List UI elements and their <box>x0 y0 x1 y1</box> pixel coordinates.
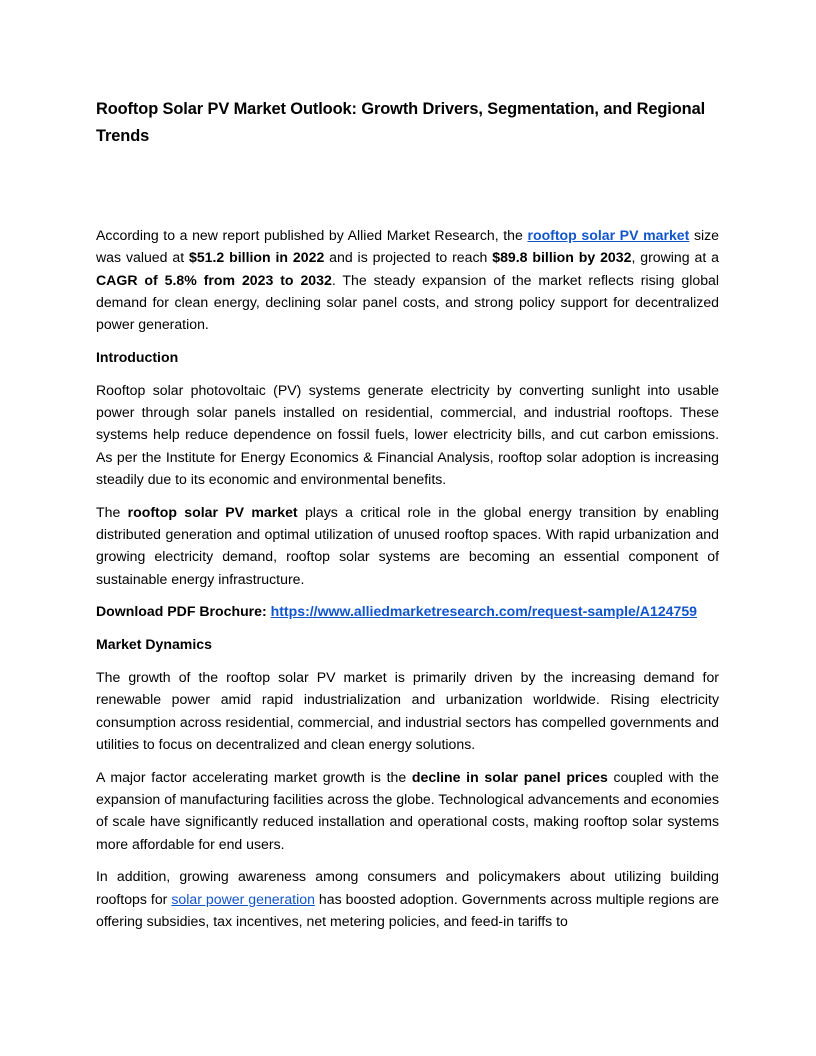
solar-power-generation-link[interactable]: solar power generation <box>171 890 315 907</box>
introduction-paragraph-2 <box>96 501 719 590</box>
intro-text-2: size was valued at <box>96 227 720 266</box>
market-dynamics-heading: Market Dynamics <box>96 636 212 653</box>
market-dynamics-paragraph-2 <box>96 766 719 855</box>
market-value-2022: $51.2 billion in 2022 <box>189 249 325 266</box>
introduction-heading: Introduction <box>96 348 179 365</box>
download-label: Download PDF Brochure: <box>96 603 271 620</box>
md2-text-1: A major factor accelerating market growth is the <box>96 768 412 785</box>
md2-bold: decline in solar panel prices <box>411 768 608 785</box>
introduction-paragraph-1: Rooftop solar photovoltaic (PV) systems generate electricity by converting sunlight into usable power through solar panels installed on residential, commercial, and industrial rooftops. These systems help reduce dependence on fossil fuels, lower electricity bills, and cut carbon emissions. As per the Institute for Energy Economics & Financial Analysis, rooftop solar adoption is increasing steadily due to its economic and environmental benefits. <box>96 381 719 487</box>
intro2-text-2: plays a critical role in the global energy transition by enabling distributed generation and optimal utilization of unused rooftop spaces. With rapid urbanization and growing electricity demand, rooftop solar systems are becoming an essential component of sustainable energy infrastructure. <box>96 503 719 587</box>
intro-paragraph <box>96 224 719 335</box>
cagr-value: CAGR of 5.8% from 2023 to 2032 <box>96 271 332 288</box>
market-dynamics-paragraph-3 <box>96 865 719 932</box>
market-dynamics-paragraph-1: The growth of the rooftop solar PV market is primarily driven by the increasing demand for renewable power amid rapid industrialization and urbanization worldwide. Rising electricity consumption across residential, commercial, and industrial sectors has compelled governments and utilities to focus on decentralized and clean energy solutions. <box>96 669 719 752</box>
md3-text-1: In addition, growing awareness among consumers and policymakers about utilizing building rooftops for <box>96 868 719 907</box>
intro-text-1: According to a new report published by Allied Market Research, the <box>96 227 528 243</box>
document-page <box>96 96 719 932</box>
download-brochure-link[interactable]: https://www.alliedmarketresearch.com/request-sample/A124759 <box>270 603 698 620</box>
download-brochure-line <box>96 600 719 622</box>
rooftop-solar-pv-market-link[interactable]: rooftop solar PV market <box>527 227 690 243</box>
md3-text-2: has boosted adoption. Governments across multiple regions are offering subsidies, tax incentives, net metering policies, and feed-in tariffs to <box>96 890 719 930</box>
intro2-bold: rooftop solar PV market <box>127 503 298 520</box>
intro-text-5: . The steady expansion of the market reflects rising global demand for clean energy, declining solar panel costs, and strong policy support for decentralized power generation. <box>96 271 720 333</box>
intro-text-4: , growing at a <box>631 249 719 266</box>
md2-text-2: coupled with the expansion of manufacturing facilities across the globe. Technological advancements and economies of scale have significantly reduced installation and operational costs, making rooftop solar systems more affordable for end users. <box>96 768 719 852</box>
intro2-text-1: The <box>96 503 128 520</box>
intro-text-3: and is projected to reach <box>324 249 493 266</box>
market-value-2032: $89.8 billion by 2032 <box>492 249 632 266</box>
document-title: Rooftop Solar PV Market Outlook: Growth Drivers, Segmentation, and Regional Trends <box>96 100 706 145</box>
